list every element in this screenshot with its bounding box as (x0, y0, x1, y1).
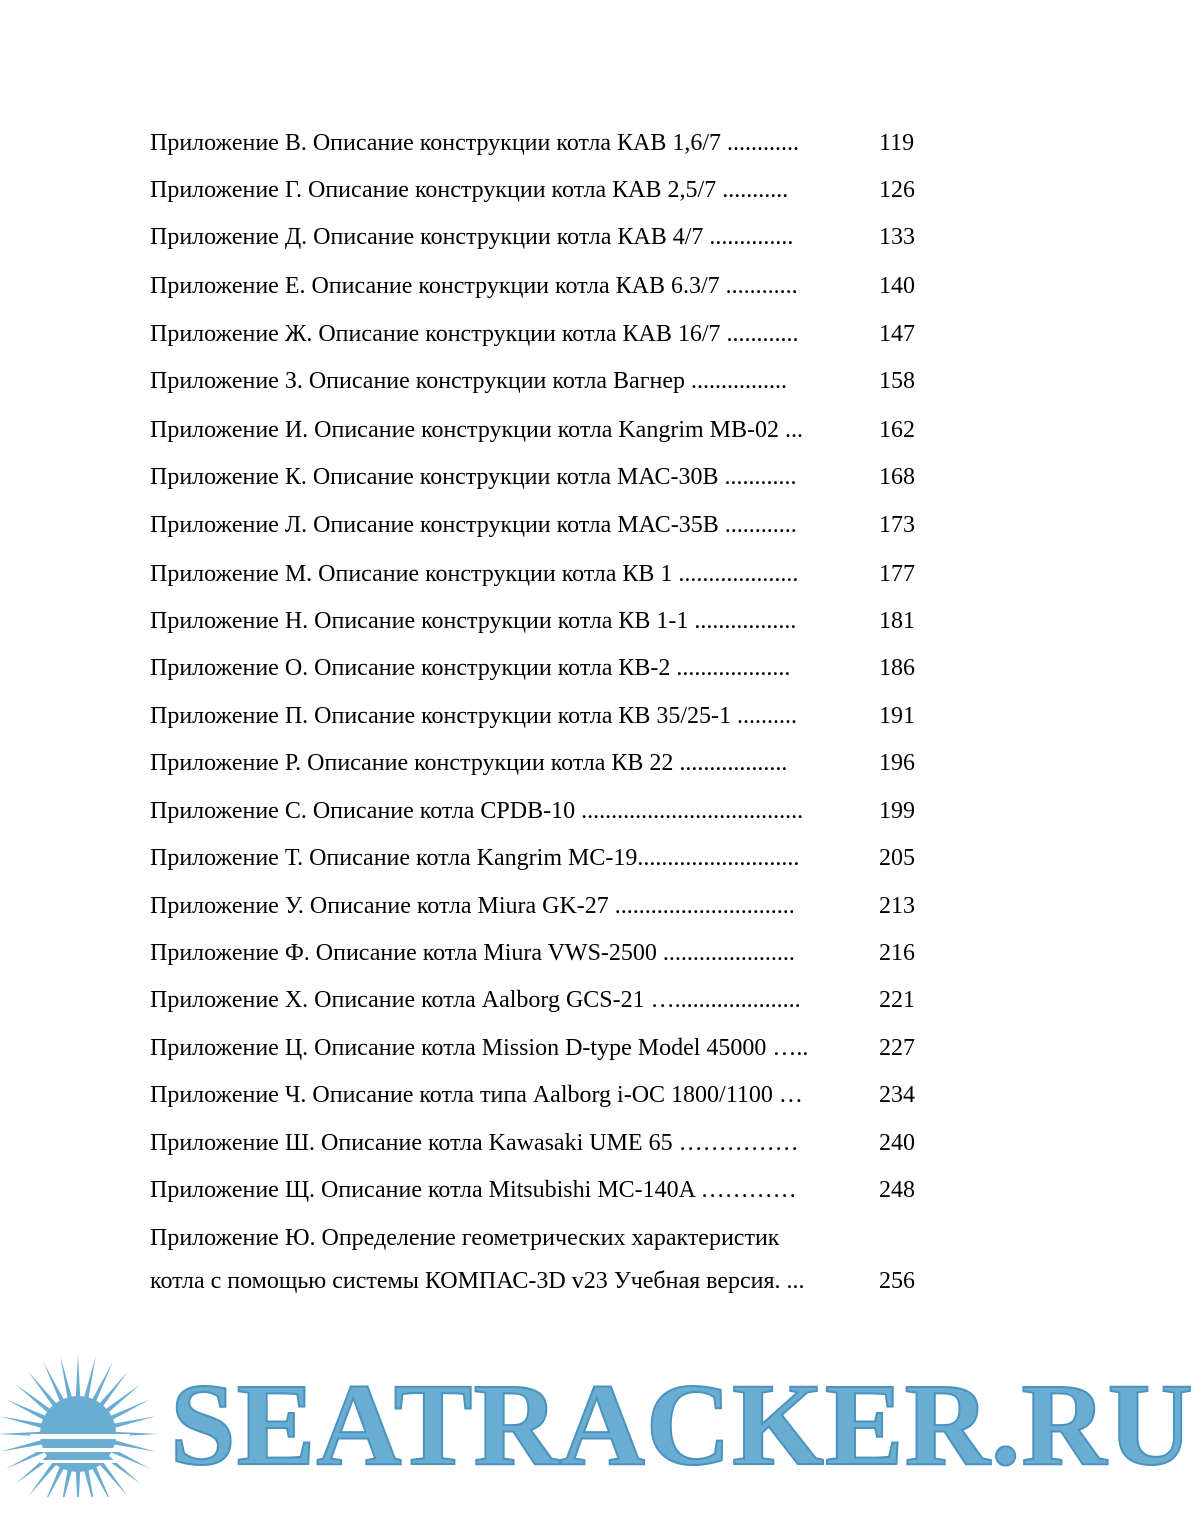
toc-entry-title: Приложение М. Описание конструкции котла КВ 1 .................... (150, 561, 799, 587)
toc-entry (150, 933, 930, 973)
sun-ray (97, 1459, 128, 1497)
toc-entry-title: Приложение Р. Описание конструкции котла КВ 22 .................. (150, 750, 788, 776)
toc-entry (150, 696, 930, 736)
toc-entry (150, 361, 930, 401)
sun-ray (76, 1354, 81, 1400)
toc-entry (150, 980, 930, 1020)
toc-entry-page: 227 (879, 1035, 915, 1061)
toc-entry-title: Приложение О. Описание конструкции котла КВ-2 ................... (150, 655, 791, 681)
toc-entry-page: 133 (879, 224, 915, 250)
sun-ray (43, 1464, 65, 1507)
toc-entry-page: 140 (879, 273, 915, 299)
toc-entry-title: Приложение Д. Описание конструкции котла КАВ 4/7 .............. (150, 224, 794, 250)
toc-entry-title: Приложение П. Описание конструкции котла КВ 35/25-1 .......... (150, 703, 798, 729)
toc-entry-title: Приложение В. Описание конструкции котла КАВ 1,6/7 ............ (150, 130, 800, 156)
toc-entry-title: Приложение Ш. Описание котла Kawasaki UME 65 …………… (150, 1130, 799, 1156)
toc-entry-multiline (150, 1218, 930, 1308)
toc-entry (150, 170, 930, 210)
toc-entry (150, 743, 930, 783)
toc-entry (150, 410, 930, 450)
toc-entry-page: 147 (879, 321, 915, 347)
toc-entry-title-line1: Приложение Ю. Определение геометрических характеристик (150, 1225, 780, 1251)
toc-entry-page: 221 (879, 987, 915, 1013)
toc-entry-page: 177 (879, 561, 915, 587)
toc-entry-title: Приложение Л. Описание конструкции котла МАС-35В ............ (150, 512, 797, 538)
toc-entry-title: Приложение Щ. Описание котла Mitsubishi MC-140A ………… (150, 1177, 797, 1203)
toc-entry (150, 838, 930, 878)
sun-ray (0, 1416, 45, 1429)
toc-entry-title: Приложение У. Описание котла Miura GK-27 .............................. (150, 893, 795, 919)
toc-entry-page: 199 (879, 798, 915, 824)
toc-entry (150, 314, 930, 354)
sun-ray (76, 1468, 81, 1514)
sun-ray (83, 1467, 96, 1512)
toc-entry-page: 205 (879, 845, 915, 871)
toc-entry-page: 234 (879, 1082, 915, 1108)
toc-entry-page: 196 (879, 750, 915, 776)
toc-entry-title: Приложение Н. Описание конструкции котла КВ 1-1 ................. (150, 608, 797, 634)
sun-ray (111, 1416, 156, 1429)
toc-entry (150, 123, 930, 163)
toc-entry (150, 457, 930, 497)
toc-entry (150, 266, 930, 306)
toc-entry-page: 158 (879, 368, 915, 394)
sun-ray (103, 1384, 141, 1415)
toc-entry-page: 181 (879, 608, 915, 634)
watermark (0, 1350, 1194, 1500)
toc-entry-title: Приложение Ц. Описание котла Mission D-type Model 45000 ….. (150, 1035, 809, 1061)
toc-entry-page: 240 (879, 1130, 915, 1156)
sun-ray (60, 1356, 73, 1401)
toc-entry (150, 791, 930, 831)
toc-entry-page: 173 (879, 512, 915, 538)
toc-entry (150, 1123, 930, 1163)
toc-entry-title: Приложение Ф. Описание котла Miura VWS-2500 ...................... (150, 940, 795, 966)
toc-entry-page: 162 (879, 417, 915, 443)
toc-entry-page: 213 (879, 893, 915, 919)
toc-entry (150, 1170, 930, 1210)
toc-entry (150, 217, 930, 257)
sun-ray (108, 1399, 151, 1421)
sun-ray (83, 1356, 96, 1401)
toc-entry (150, 505, 930, 545)
sun-ray (103, 1453, 141, 1484)
toc-entry-page: 119 (879, 130, 915, 156)
sun-ray (28, 1459, 59, 1497)
sun-ray (6, 1399, 49, 1421)
sun-ray (15, 1384, 53, 1415)
toc-entry-title: Приложение Е. Описание конструкции котла КАВ 6.3/7 ............ (150, 273, 798, 299)
sun-ray (43, 1362, 65, 1405)
toc-entry-title: Приложение З. Описание конструкции котла Вагнер ................ (150, 368, 788, 394)
toc-entry (150, 648, 930, 688)
watermark-text: SEATRACKER.RU (170, 1359, 1194, 1490)
sun-ray (91, 1362, 113, 1405)
sun-ray (97, 1371, 128, 1409)
toc-entry (150, 554, 930, 594)
sun-ray (60, 1467, 73, 1512)
toc-entry-title: Приложение Ж. Описание конструкции котла КАВ 16/7 ............ (150, 321, 799, 347)
sun-ray (91, 1464, 113, 1507)
toc-entry-title: Приложение И. Описание конструкции котла Kangrim MB-02 ... (150, 417, 803, 443)
toc-entry-page: 248 (879, 1177, 915, 1203)
toc-entry-title: Приложение Ч. Описание котла типа Aalborg i-OC 1800/1100 … (150, 1082, 803, 1108)
sun-ray (15, 1453, 53, 1484)
toc-entry (150, 1028, 930, 1068)
sun-icon (0, 1352, 160, 1497)
toc-entry (150, 1075, 930, 1115)
toc-entry-title: Приложение К. Описание конструкции котла МАС-30В ............ (150, 464, 797, 490)
toc-entry-page: 126 (879, 177, 915, 203)
toc-entry-page: 216 (879, 940, 915, 966)
toc-entry-page: 168 (879, 464, 915, 490)
toc-entry-title: Приложение Т. Описание котла Kangrim MC-19........................... (150, 845, 800, 871)
sun-ray (28, 1371, 59, 1409)
toc-entry-page: 186 (879, 655, 915, 681)
toc-entry-title: Приложение Х. Описание котла Aalborg GCS-21 …..................... (150, 987, 801, 1013)
toc-entry-title: Приложение Г. Описание конструкции котла КАВ 2,5/7 ........... (150, 177, 789, 203)
toc-entry-title: Приложение С. Описание котла CPDB-10 ..................................... (150, 798, 804, 824)
toc-entry-page: 256 (879, 1268, 915, 1294)
toc-entry-page: 191 (879, 703, 915, 729)
toc-entry (150, 601, 930, 641)
toc-entry-title-line2: котла с помощью системы КОМПАС-3D v23 Учебная версия. ... (150, 1268, 805, 1294)
toc-entry (150, 886, 930, 926)
